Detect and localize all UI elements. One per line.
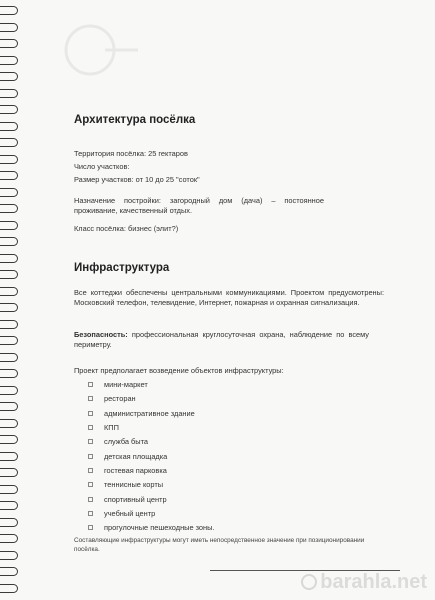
binding-ring [0,23,18,32]
security-text: профессиональная круглосуточная охрана, наблюдение по всему периметру. [74,330,369,349]
binding-ring [0,518,18,527]
binding-ring [0,386,18,395]
binding-ring [0,584,18,593]
plots-count-line: Число участков: [74,162,130,171]
list-item-label: ресторан [104,394,136,404]
binding-ring [0,254,18,263]
list-item-label: служба быта [104,437,148,447]
list-item [88,394,214,408]
architecture-heading: Архитектура посёлка [74,114,196,126]
binding-ring [0,501,18,510]
faint-logo-icon [60,20,140,80]
list-item-label: гостевая парковка [104,466,167,476]
binding-ring [0,320,18,329]
binding-ring [0,155,18,164]
binding-ring [0,122,18,131]
binding-ring [0,468,18,477]
binding-ring [0,303,18,312]
binding-ring [0,188,18,197]
infrastructure-note: Составляющие инфраструктуры могут иметь непосредственное значение при позиционировании посёлка. [74,537,365,553]
binding-ring [0,435,18,444]
binding-ring [0,353,18,362]
binding-ring [0,72,18,81]
checkbox-icon [88,411,93,416]
watermark-logo-icon [301,574,317,590]
list-item [88,466,214,480]
binding-ring [0,6,18,15]
infrastructure-intro: Проект предполагает возведение объектов инфраструктуры: [74,366,284,375]
spiral-binding [0,0,22,600]
binding-ring [0,336,18,345]
binding-ring [0,551,18,560]
binding-ring [0,138,18,147]
binding-ring [0,56,18,65]
territory-line: Территория посёлка: 25 гектаров [74,149,188,158]
binding-ring [0,419,18,428]
list-item [88,423,214,437]
binding-ring [0,105,18,114]
list-item [88,409,214,423]
binding-ring [0,270,18,279]
binding-ring [0,39,18,48]
security-label: Безопасность: [74,330,128,339]
binding-ring [0,485,18,494]
checkbox-icon [88,425,93,430]
checkbox-icon [88,497,93,502]
class-line: Класс посёлка: бизнес (элит?) [74,224,179,233]
watermark-text: barahla.net [320,571,427,593]
infrastructure-heading: Инфраструктура [74,262,170,274]
security-paragraph [74,330,369,350]
checkbox-icon [88,382,93,387]
list-item [88,480,214,494]
binding-ring [0,204,18,213]
list-item [88,380,214,394]
checkbox-icon [88,396,93,401]
list-item-label: административное здание [104,408,195,418]
binding-ring [0,237,18,246]
list-item-label: КПП [104,423,119,433]
purpose-paragraph: Назначение постройки: загородный дом (дача) – постоянное проживание, качественный отдых. [74,196,324,215]
list-item-label: спортивный центр [104,494,167,504]
watermark [301,571,427,594]
checkbox-icon [88,439,93,444]
binding-ring [0,287,18,296]
list-item-label: учебный центр [104,509,156,519]
list-item-label: теннисные корты [104,480,164,490]
binding-ring [0,369,18,378]
binding-ring [0,567,18,576]
checkbox-icon [88,511,93,516]
plot-size-line: Размер участков: от 10 до 25 "соток" [74,175,200,184]
list-item-label: детская площадка [104,451,168,461]
list-item [88,437,214,451]
binding-ring [0,402,18,411]
list-item [88,495,214,509]
binding-ring [0,89,18,98]
binding-ring [0,221,18,230]
checkbox-icon [88,482,93,487]
communications-paragraph: Все коттеджи обеспечены центральными коммуникациями. Проектом предусмотрены: Московский телефон, телевидение, Интернет, пожарная и охранная сигнализация. [74,288,384,307]
list-item [88,509,214,523]
list-item-label: мини-маркет [104,380,148,389]
list-item-label: прогулочные пешеходные зоны. [104,523,215,533]
infrastructure-list [88,380,214,538]
binding-ring [0,534,18,543]
checkbox-icon [88,525,93,530]
checkbox-icon [88,454,93,459]
checkbox-icon [88,468,93,473]
binding-ring [0,171,18,180]
binding-ring [0,452,18,461]
list-item [88,452,214,466]
